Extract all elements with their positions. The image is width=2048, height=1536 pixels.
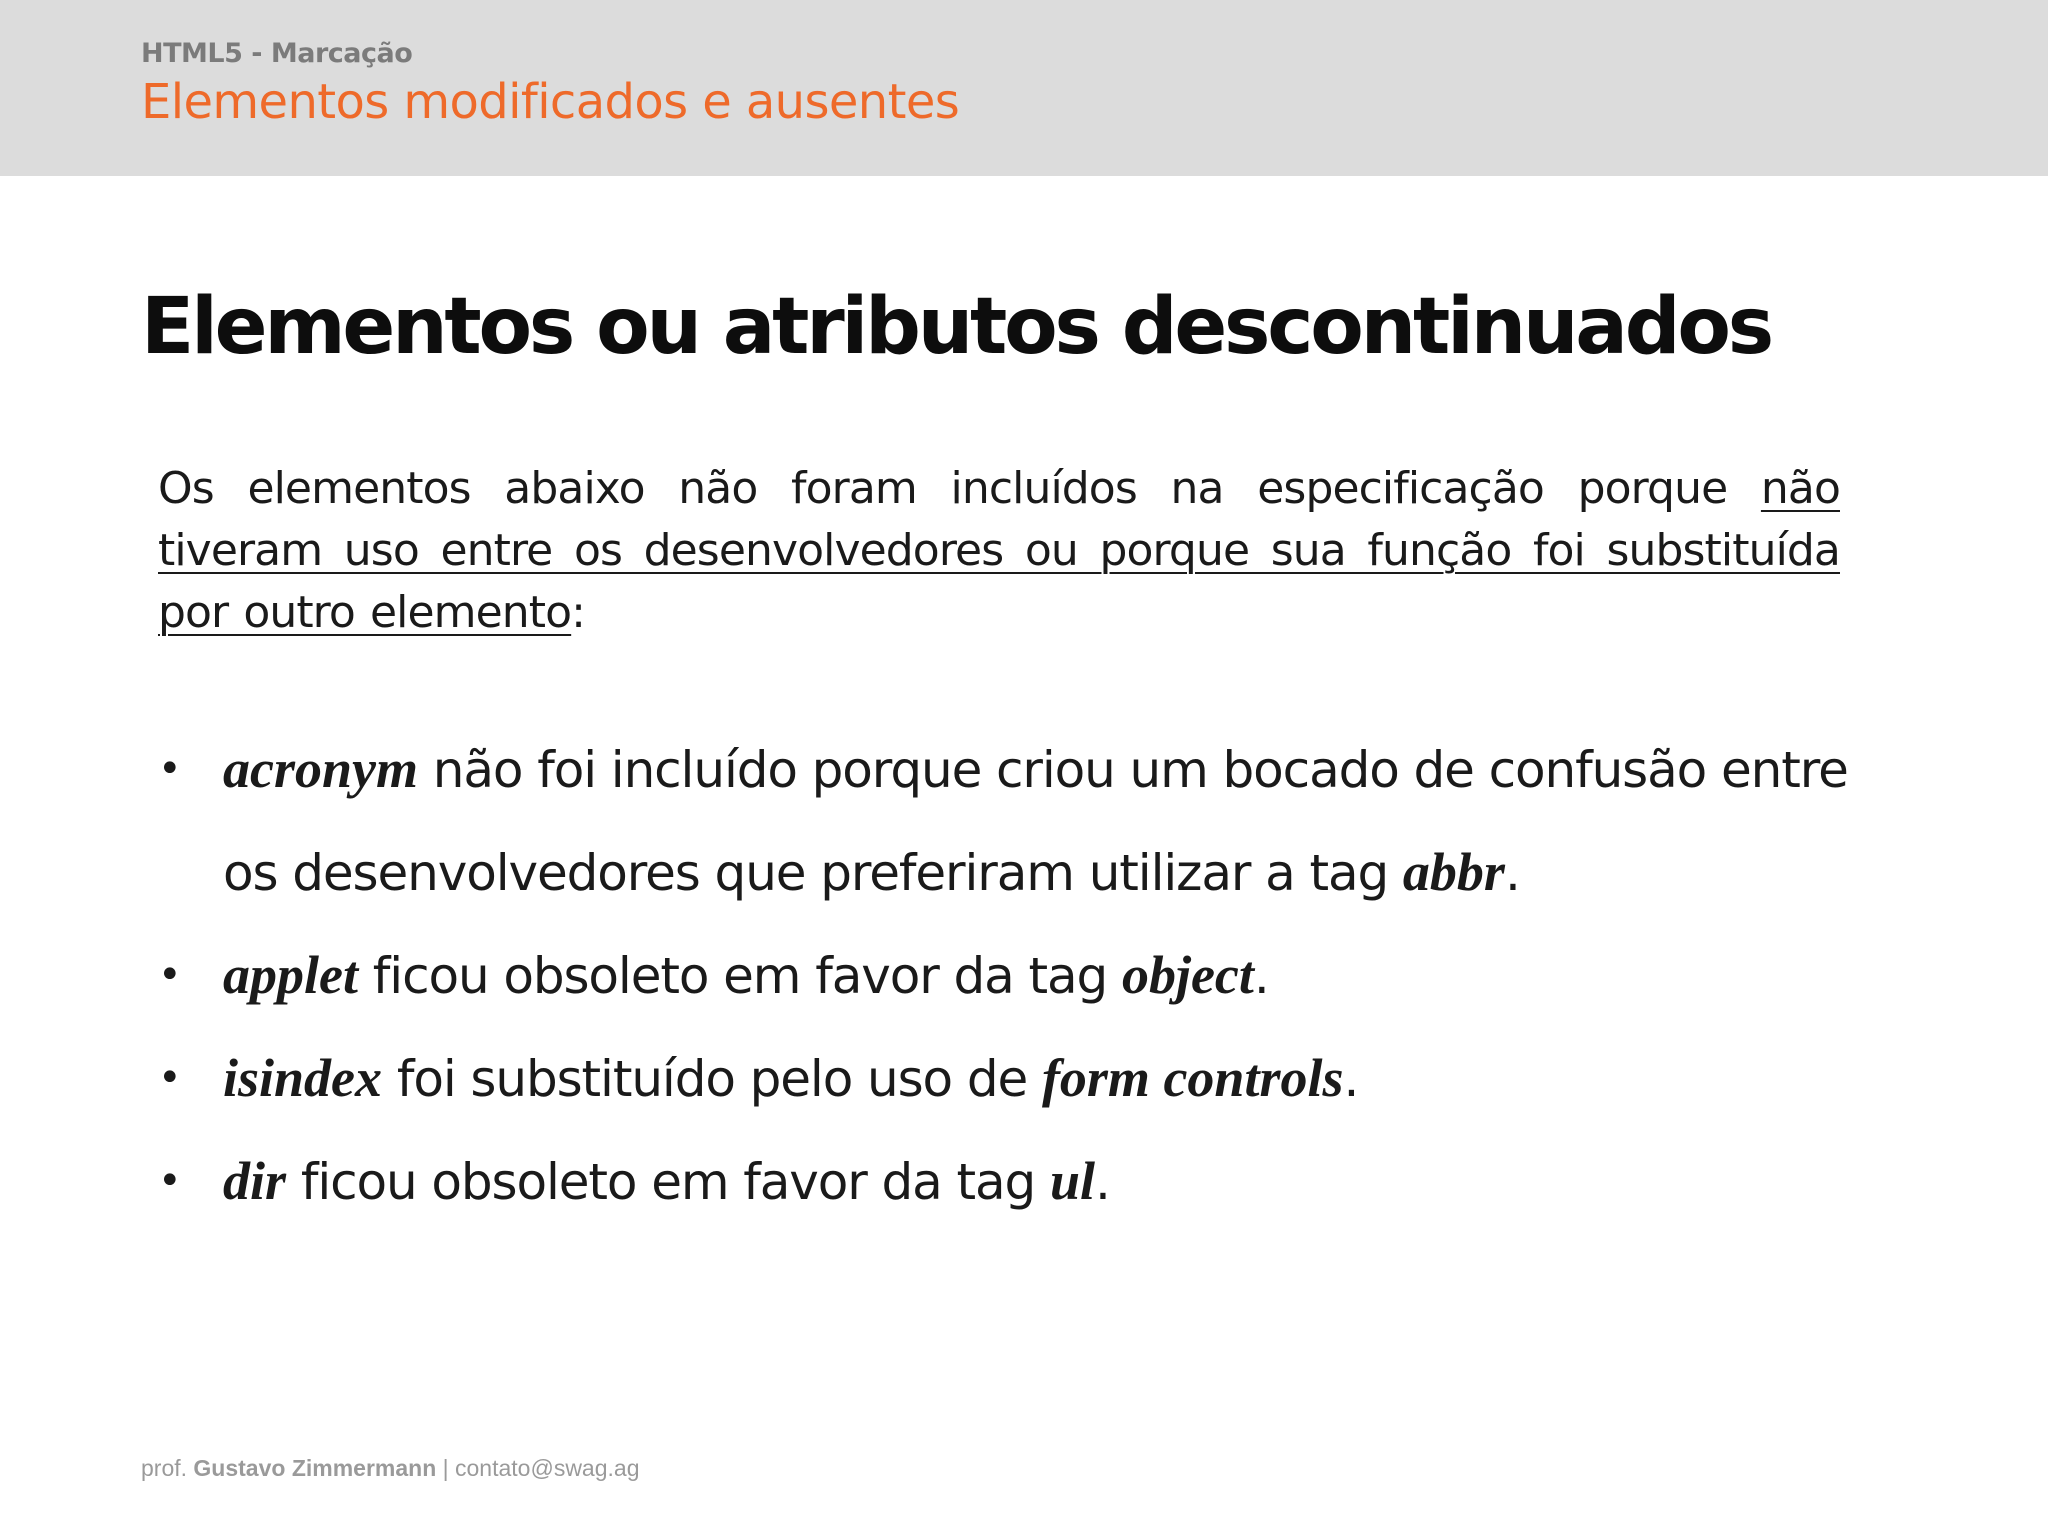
- intro-colon: :: [571, 587, 586, 638]
- intro-underlined-text: não tiveram uso entre os desenvolvedores ou porque sua função foi substituída por outro elemento: [158, 463, 1840, 638]
- list-item: [158, 1130, 1858, 1233]
- footer-prefix: prof.: [141, 1455, 194, 1481]
- bullet-end: .: [1253, 947, 1269, 1005]
- bullet-list: [158, 718, 1858, 1233]
- list-item: [158, 718, 1858, 924]
- bullet-icon: •: [158, 952, 181, 998]
- keyword: applet: [223, 945, 358, 1005]
- bullet-icon: •: [158, 1158, 181, 1204]
- intro-text: Os elementos abaixo não foram incluídos na especificação porque: [158, 463, 1761, 514]
- bullet-icon: •: [158, 1055, 181, 1101]
- footer-author-name: Gustavo Zimmermann: [193, 1455, 437, 1481]
- keyword: ul: [1049, 1151, 1096, 1211]
- footer: [141, 1455, 639, 1482]
- bullet-icon: •: [158, 746, 181, 792]
- slide-title: Elementos ou atributos descontinuados: [141, 282, 1771, 372]
- keyword: abbr: [1402, 842, 1505, 902]
- header-title: Elementos modificados e ausentes: [141, 74, 960, 130]
- bullet-text: foi substituído pelo uso de: [382, 1050, 1042, 1108]
- keyword: acronym: [223, 739, 418, 799]
- list-item: [158, 924, 1858, 1027]
- keyword: form controls: [1041, 1048, 1344, 1108]
- bullet-text: ficou obsoleto em favor da tag: [357, 947, 1122, 1005]
- bullet-text: ficou obsoleto em favor da tag: [286, 1153, 1050, 1211]
- intro-paragraph: [158, 458, 1840, 644]
- keyword: isindex: [223, 1048, 383, 1108]
- bullet-end: .: [1504, 844, 1520, 902]
- list-item: [158, 1027, 1858, 1130]
- footer-contact: | contato@swag.ag: [436, 1455, 640, 1481]
- slide-header: [0, 0, 2048, 176]
- keyword: object: [1121, 945, 1254, 1005]
- bullet-end: .: [1095, 1153, 1110, 1211]
- bullet-end: .: [1343, 1050, 1359, 1108]
- bullet-text: não foi incluído porque criou um bocado de confusão entre os desenvolvedores que preferiram utilizar a tag: [223, 741, 1848, 902]
- keyword: dir: [223, 1151, 287, 1211]
- header-subtitle: HTML5 - Marcação: [141, 38, 413, 69]
